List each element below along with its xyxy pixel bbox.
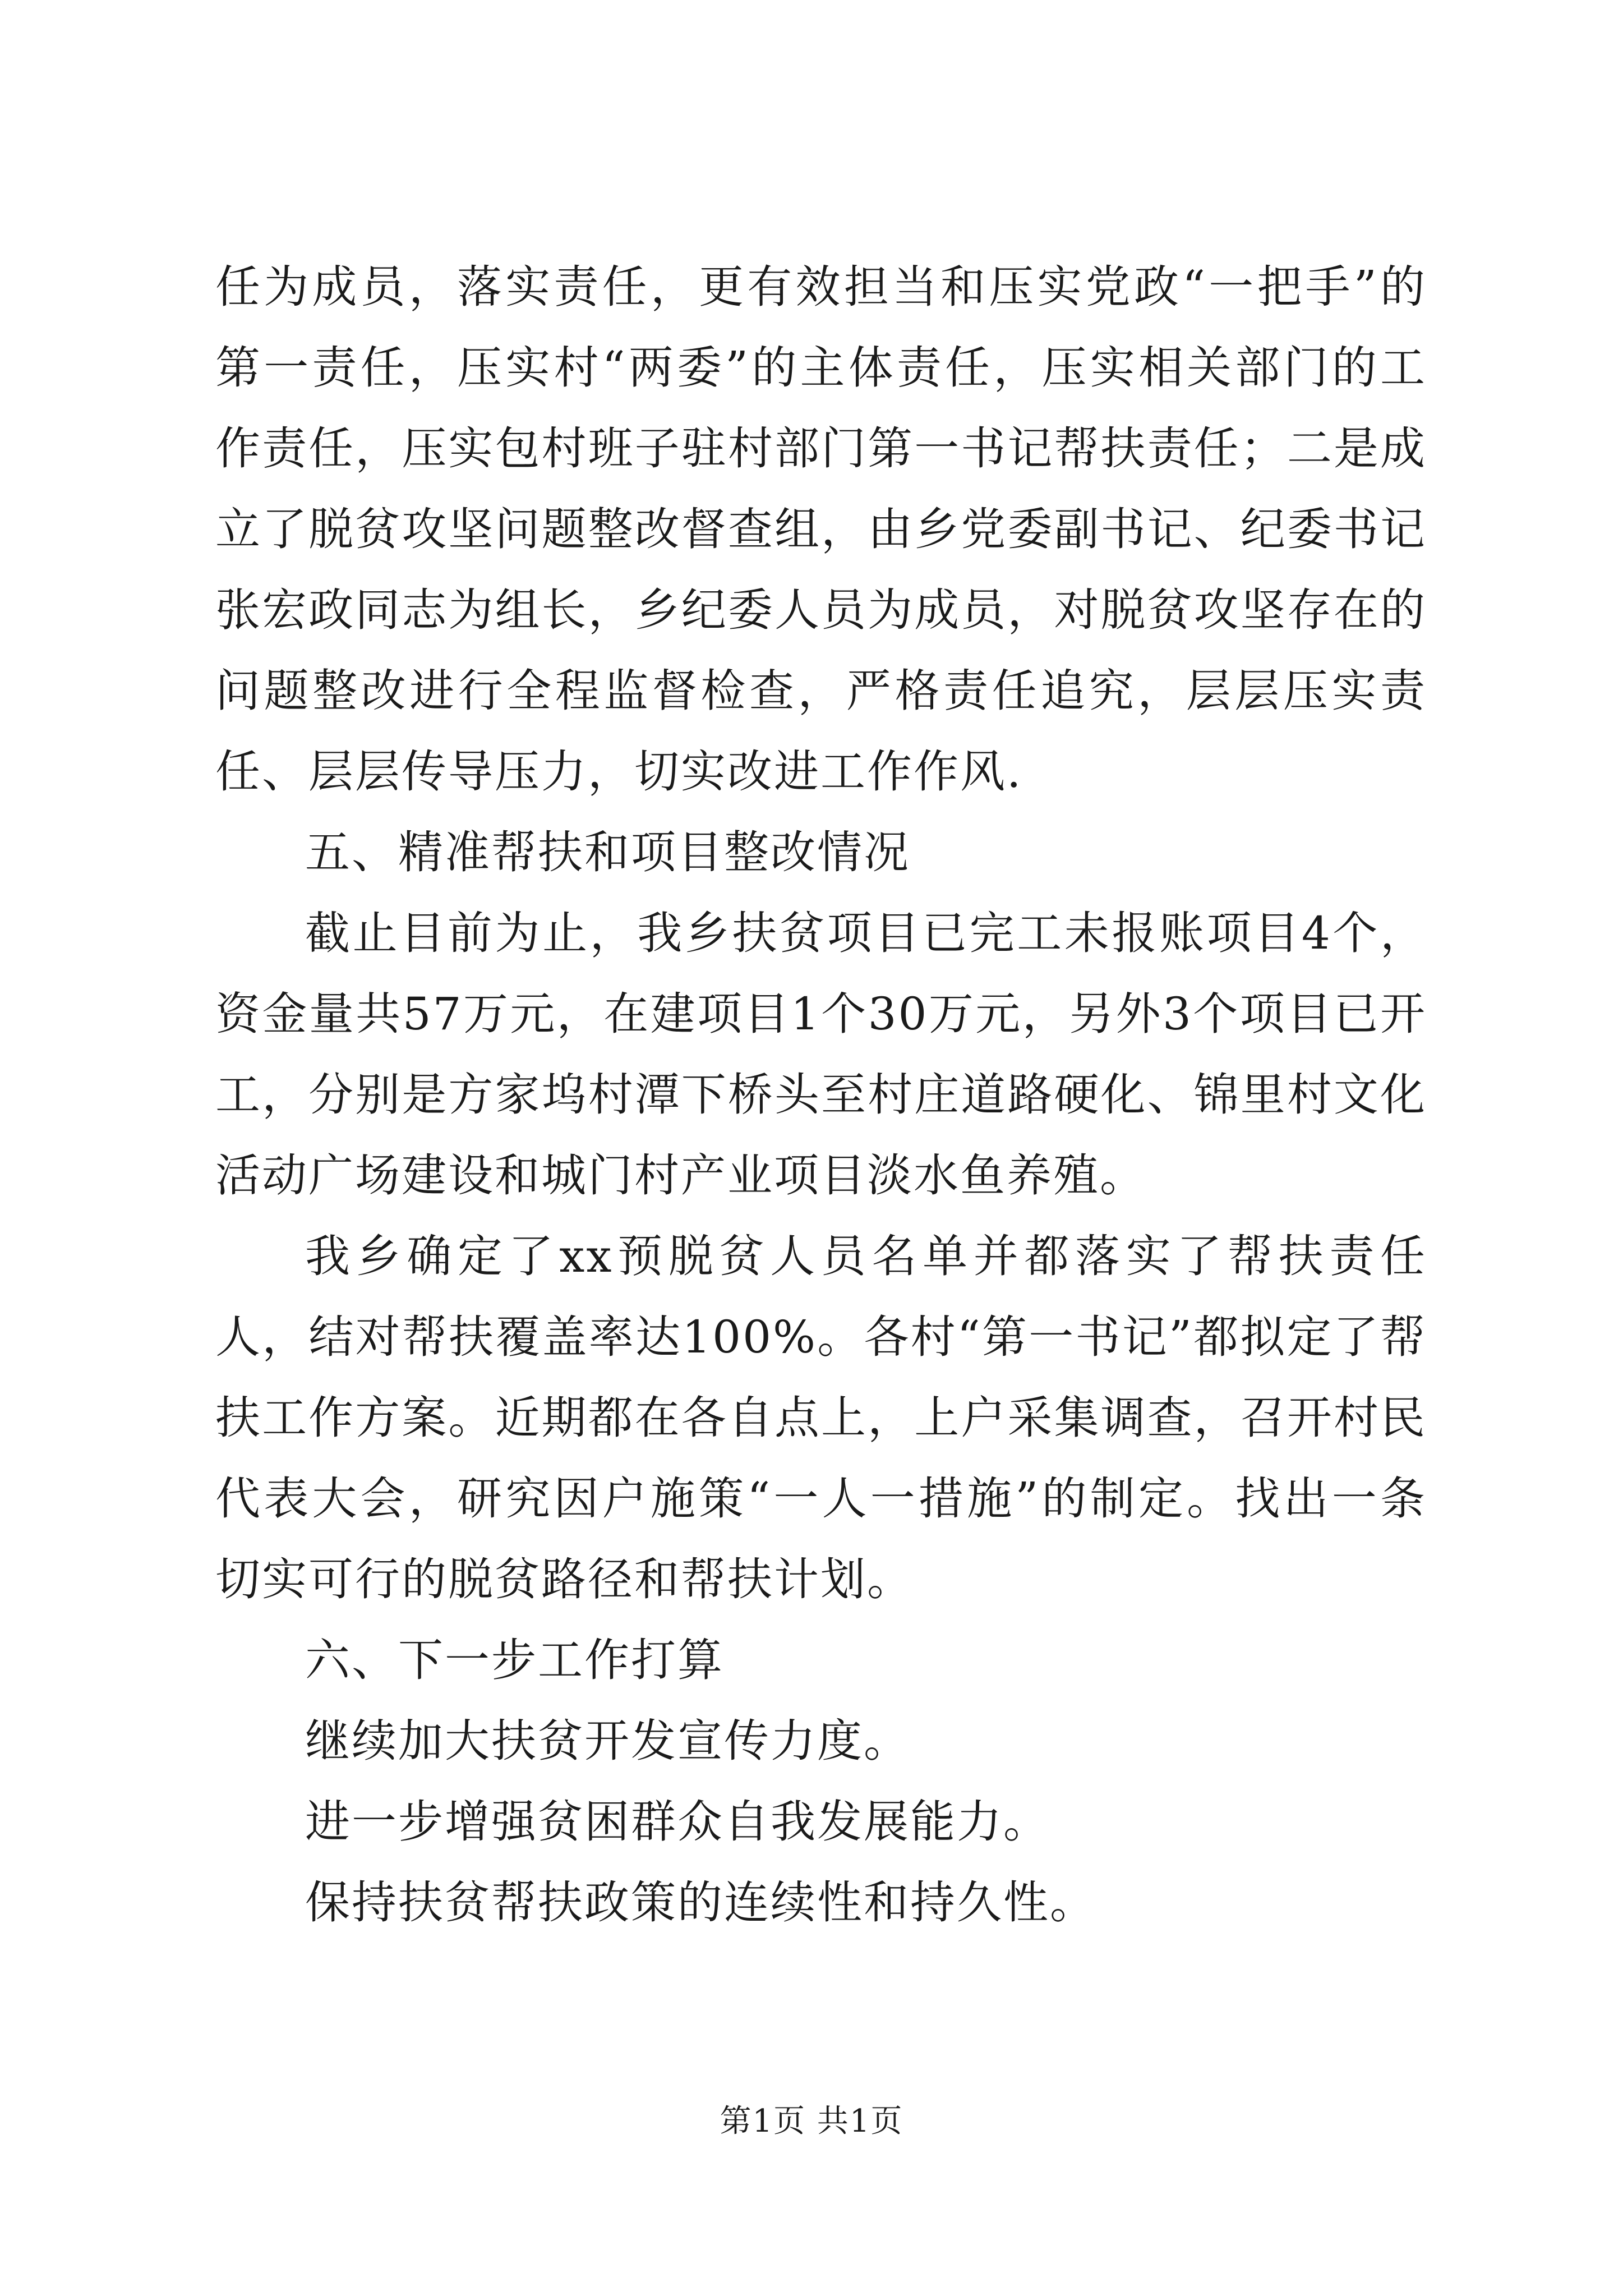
- next-step-item: 继续加大扶贫开发宣传力度。: [305, 1715, 910, 1767]
- paragraph-assistance-coverage: 我乡确定了xx预脱贫人员名单并都落实了帮扶责任人，结对帮扶覆盖率达100%。各村“第一书记”都拟定了帮扶工作方案。近期都在各自点上，上户采集调查，召开村民代表大会，研究因户施策“一人一措施”的制定。找出一条切实可行的脱贫路径和帮扶计划。: [215, 1230, 1427, 1605]
- next-step-item: 进一步增强贫困群众自我发展能力。: [305, 1796, 1050, 1848]
- section-heading-six: 六、下一步工作打算: [305, 1634, 724, 1686]
- document-body: [215, 247, 1427, 1943]
- page-footer: 第1页 共1页: [720, 2103, 903, 2139]
- paragraph-project-status: 截止目前为止，我乡扶贫项目已完工未报账项目4个，资金量共57万元，在建项目1个30万元，另外3个项目已开工，分别是方家坞村潭下桥头至村庄道路硬化、锦里村文化活动广场建设和城门村产业项目淡水鱼养殖。: [215, 907, 1427, 1202]
- next-step-item: 保持扶贫帮扶政策的连续性和持久性。: [305, 1876, 1096, 1929]
- paragraph-continued-responsibility: 任为成员，落实责任，更有效担当和压实党政“一把手”的第一责任，压实村“两委”的主体责任，压实相关部门的工作责任，压实包村班子驻村部门第一书记帮扶责任；二是成立了脱贫攻坚问题整改督查组，由乡党委副书记、纪委书记张宏政同志为组长，乡纪委人员为成员，对脱贫攻坚存在的问题整改进行全程监督检查，严格责任追究，层层压实责任、层层传导压力，切实改进工作作风.: [215, 261, 1427, 798]
- section-heading-five: 五、精准帮扶和项目整改情况: [305, 826, 910, 878]
